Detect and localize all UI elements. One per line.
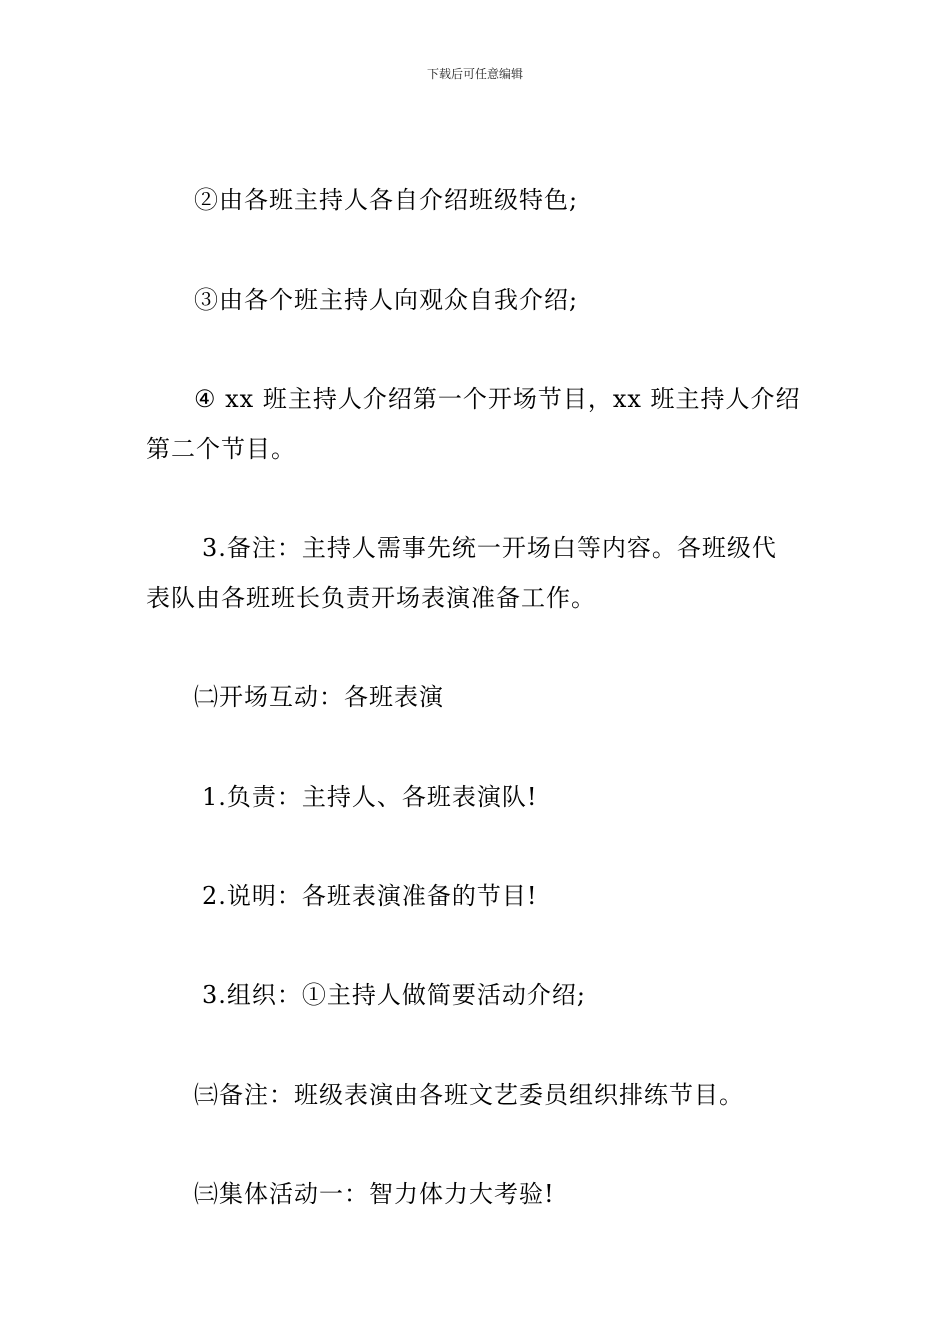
paragraph-opening-program-continued: 第二个节目。 xyxy=(146,435,296,463)
paragraph-organization: 3.组织：①主持人做简要活动介绍; xyxy=(202,981,586,1009)
paragraph-opening-program: ④ xx 班主持人介绍第一个开场节目，xx 班主持人介绍 xyxy=(194,385,801,413)
page-header: 下载后可任意编辑 xyxy=(426,67,523,81)
section-heading-group-activity: ㈢集体活动一：智力体力大考验! xyxy=(194,1180,555,1208)
section-heading-opening-interaction: ㈡开场互动：各班表演 xyxy=(194,683,444,711)
paragraph-note-3-continued: 表队由各班班长负责开场表演准备工作。 xyxy=(146,584,596,612)
paragraph-note-3: 3.备注：主持人需事先统一开场白等内容。各班级代 xyxy=(202,534,777,562)
paragraph-self-introduction: ③由各个班主持人向观众自我介绍; xyxy=(194,286,579,314)
paragraph-description: 2.说明：各班表演准备的节目! xyxy=(202,882,538,910)
paragraph-responsible: 1.负责：主持人、各班表演队! xyxy=(202,783,538,811)
section-heading-note: ㈢备注：班级表演由各班文艺委员组织排练节目。 xyxy=(194,1081,744,1109)
paragraph-class-features: ②由各班主持人各自介绍班级特色; xyxy=(194,186,579,214)
